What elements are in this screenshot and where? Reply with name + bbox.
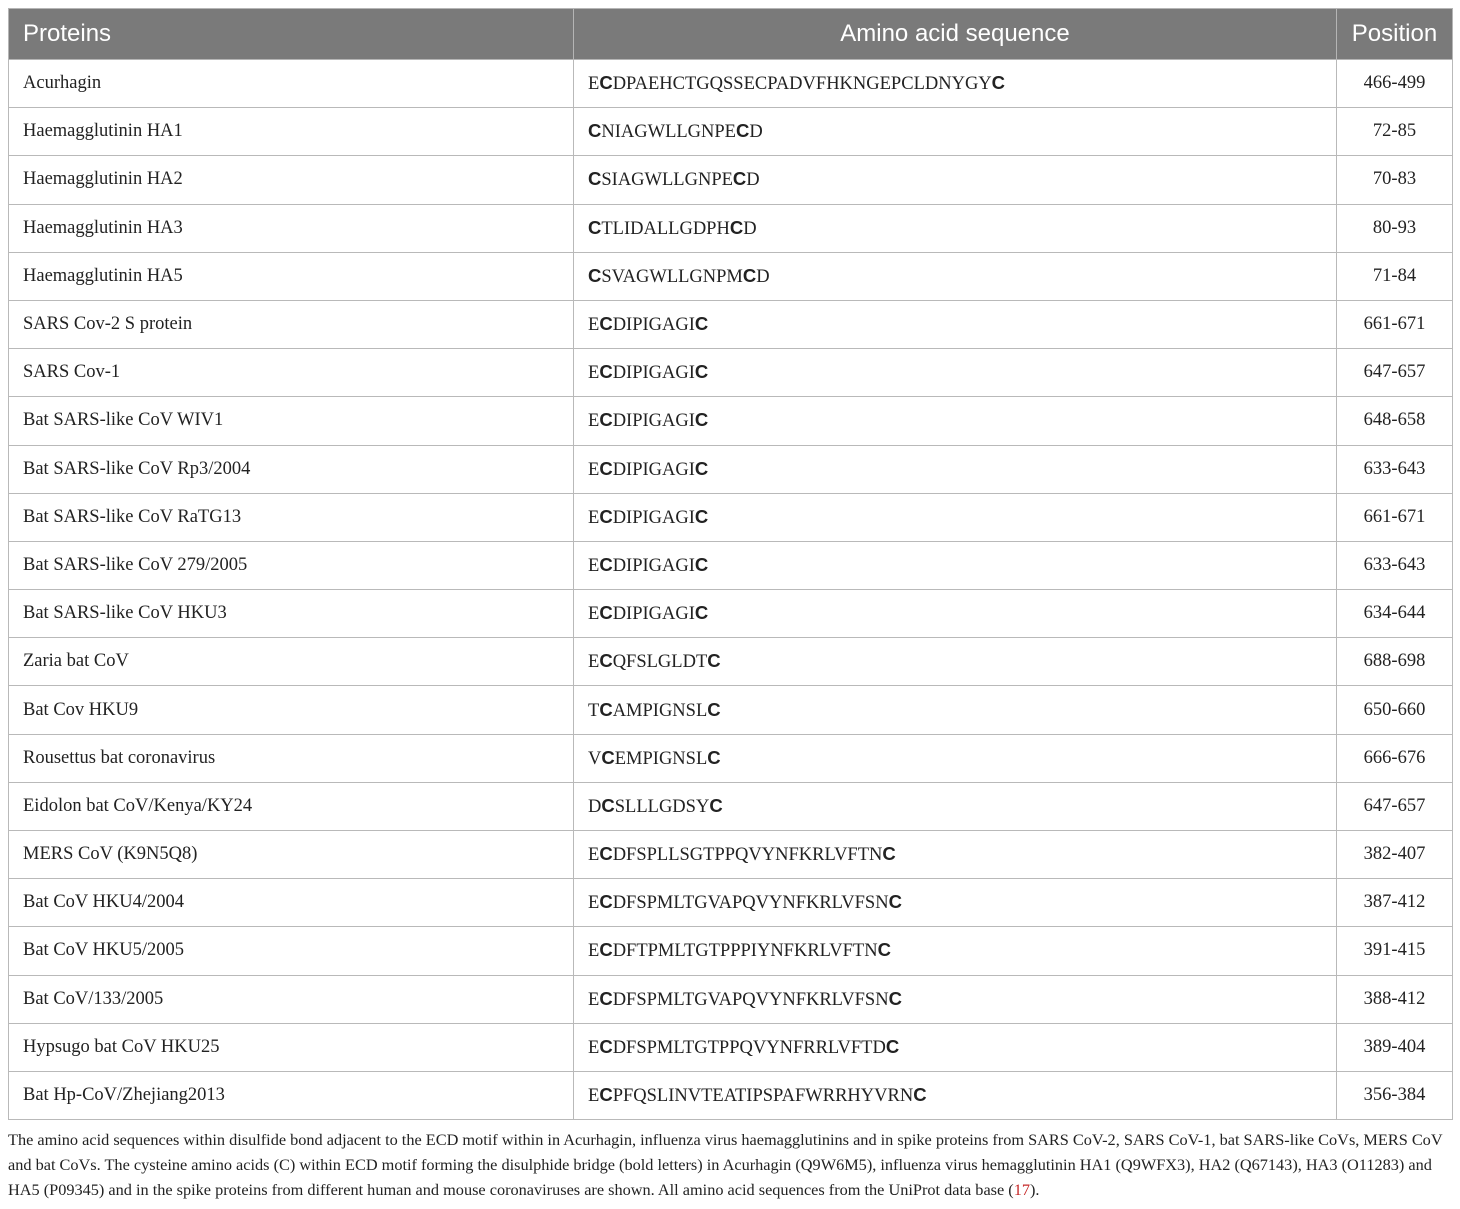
- cysteine-bold: C: [599, 987, 613, 1009]
- cysteine-bold: C: [736, 120, 750, 142]
- sequence-segment: DIPIGAGI: [612, 555, 695, 576]
- header-sequence: Amino acid sequence: [574, 9, 1337, 60]
- table-row: [9, 397, 1453, 445]
- cysteine-bold: C: [599, 698, 613, 720]
- sequence-segment: DIPIGAGI: [612, 411, 695, 432]
- sequence-segment: NIAGWLLGNPE: [601, 122, 736, 143]
- table-row: [9, 204, 1453, 252]
- sequence-segment: DFSPLLSGTPPQVYNFKRLVFTN: [612, 845, 883, 866]
- cysteine-bold: C: [694, 505, 709, 527]
- sequence-segment: E: [588, 1037, 600, 1058]
- table-body: [9, 60, 1453, 1120]
- sequence-segment: DFSPMLTGVAPQVYNFKRLVFSN: [612, 989, 889, 1010]
- table-row: [9, 349, 1453, 397]
- amino-acid-sequence: [574, 397, 1337, 445]
- cysteine-bold: C: [588, 120, 602, 142]
- amino-acid-sequence: [574, 975, 1337, 1023]
- position-range: 356-384: [1337, 1071, 1453, 1119]
- header-position: Position: [1337, 9, 1453, 60]
- position-range: 661-671: [1337, 493, 1453, 541]
- amino-acid-sequence: [574, 156, 1337, 204]
- protein-name: Haemagglutinin HA1: [9, 108, 574, 156]
- table-row: [9, 1071, 1453, 1119]
- position-range: 661-671: [1337, 300, 1453, 348]
- cysteine-bold: C: [729, 216, 744, 238]
- table-row: [9, 879, 1453, 927]
- header-proteins: Proteins: [9, 9, 574, 60]
- caption-text-end: ).: [1030, 1180, 1040, 1200]
- table-row: [9, 638, 1453, 686]
- position-range: 633-643: [1337, 445, 1453, 493]
- position-range: 388-412: [1337, 975, 1453, 1023]
- sequence-segment: TLIDALLGDPH: [601, 218, 730, 239]
- cysteine-bold: C: [588, 168, 602, 190]
- sequence-segment: E: [588, 845, 600, 866]
- sequence-segment: DIPIGAGI: [612, 315, 695, 336]
- cysteine-bold: C: [599, 457, 613, 479]
- position-range: 666-676: [1337, 734, 1453, 782]
- sequence-segment: E: [588, 555, 600, 576]
- sequence-segment: DIPIGAGI: [612, 459, 695, 480]
- cysteine-bold: C: [694, 361, 709, 383]
- protein-name: Bat CoV/133/2005: [9, 975, 574, 1023]
- cysteine-bold: C: [599, 361, 613, 383]
- table-row: [9, 590, 1453, 638]
- amino-acid-sequence: [574, 734, 1337, 782]
- protein-name: Haemagglutinin HA5: [9, 252, 574, 300]
- table-row: [9, 927, 1453, 975]
- cysteine-bold: C: [694, 409, 709, 431]
- table-row: [9, 782, 1453, 830]
- position-range: 71-84: [1337, 252, 1453, 300]
- table-row: [9, 686, 1453, 734]
- sequence-segment: DIPIGAGI: [612, 507, 695, 528]
- cysteine-bold: C: [882, 843, 896, 865]
- amino-acid-sequence: [574, 493, 1337, 541]
- cysteine-bold: C: [599, 891, 613, 913]
- amino-acid-sequence: [574, 1071, 1337, 1119]
- sequence-segment: E: [588, 459, 600, 480]
- cysteine-bold: C: [888, 891, 902, 913]
- sequence-segment: E: [588, 411, 600, 432]
- table-row: [9, 541, 1453, 589]
- cysteine-bold: C: [601, 746, 615, 768]
- sequence-segment: E: [588, 74, 600, 95]
- protein-name: Bat CoV HKU4/2004: [9, 879, 574, 927]
- sequence-segment: E: [588, 1086, 600, 1107]
- sequence-segment: E: [588, 989, 600, 1010]
- amino-acid-sequence: [574, 108, 1337, 156]
- cysteine-bold: C: [599, 602, 613, 624]
- sequence-segment: DIPIGAGI: [612, 604, 695, 625]
- cysteine-bold: C: [991, 72, 1006, 94]
- table-row: [9, 831, 1453, 879]
- amino-acid-sequence: [574, 204, 1337, 252]
- sequence-segment: D: [588, 796, 602, 817]
- cysteine-bold: C: [599, 939, 613, 961]
- protein-name: MERS CoV (K9N5Q8): [9, 831, 574, 879]
- sequence-segment: QFSLGLDT: [612, 652, 708, 673]
- cysteine-bold: C: [707, 746, 721, 768]
- protein-name: Hypsugo bat CoV HKU25: [9, 1023, 574, 1071]
- amino-acid-sequence: [574, 1023, 1337, 1071]
- cysteine-bold: C: [599, 650, 613, 672]
- cysteine-bold: C: [694, 602, 709, 624]
- table-row: [9, 445, 1453, 493]
- position-range: 647-657: [1337, 782, 1453, 830]
- sequence-segment: D: [756, 266, 770, 287]
- cysteine-bold: C: [732, 168, 747, 190]
- amino-acid-sequence: [574, 927, 1337, 975]
- sequence-segment: SVAGWLLGNPM: [601, 266, 743, 287]
- amino-acid-sequence: [574, 541, 1337, 589]
- sequence-segment: E: [588, 941, 600, 962]
- position-range: 634-644: [1337, 590, 1453, 638]
- cysteine-bold: C: [913, 1084, 927, 1106]
- cysteine-bold: C: [742, 264, 757, 286]
- protein-name: SARS Cov-1: [9, 349, 574, 397]
- table-header: [9, 9, 1453, 60]
- position-range: 633-643: [1337, 541, 1453, 589]
- caption-reference-link[interactable]: 17: [1013, 1180, 1031, 1200]
- protein-name: Bat Cov HKU9: [9, 686, 574, 734]
- protein-name: Bat SARS-like CoV WIV1: [9, 397, 574, 445]
- sequence-segment: E: [588, 315, 600, 336]
- sequence-segment: D: [746, 170, 760, 191]
- cysteine-bold: C: [588, 264, 602, 286]
- sequence-segment: E: [588, 893, 600, 914]
- cysteine-bold: C: [599, 843, 613, 865]
- position-range: 387-412: [1337, 879, 1453, 927]
- protein-name: Acurhagin: [9, 60, 574, 108]
- table-row: [9, 975, 1453, 1023]
- position-range: 72-85: [1337, 108, 1453, 156]
- amino-acid-sequence: [574, 445, 1337, 493]
- cysteine-bold: C: [888, 987, 902, 1009]
- sequence-segment: D: [749, 122, 763, 143]
- sequence-segment: E: [588, 652, 600, 673]
- table-row: [9, 300, 1453, 348]
- sequence-segment: SLLLGDSY: [614, 796, 710, 817]
- sequence-segment: DPAEHCTGQSSECPADVFHKNGEPCLDNYGY: [612, 74, 992, 95]
- protein-name: Bat CoV HKU5/2005: [9, 927, 574, 975]
- amino-acid-sequence: [574, 349, 1337, 397]
- cysteine-bold: C: [707, 650, 721, 672]
- position-range: 391-415: [1337, 927, 1453, 975]
- position-range: 80-93: [1337, 204, 1453, 252]
- position-range: 70-83: [1337, 156, 1453, 204]
- table-row: [9, 60, 1453, 108]
- protein-name: Bat SARS-like CoV Rp3/2004: [9, 445, 574, 493]
- caption-text: The amino acid sequences within disulfide bond adjacent to the ECD motif within in Acurhagin, influenza virus haemagglutinins and in spike proteins from SARS CoV-2, SARS CoV-1, bat SARS-like CoVs, MERS CoV and bat CoVs. The cysteine amino acids (C) within ECD motif forming the disulphide bridge (bold letters) in Acurhagin (Q9W6M5), influenza virus hemagglutinin HA1 (Q9WFX3), HA2 (Q67143), HA3 (O11283) and HA5 (P09345) and in the spike proteins from different human and mouse coronaviruses are shown. All amino acid sequences from the UniProt data base (: [8, 1130, 1443, 1200]
- sequence-segment: E: [588, 363, 600, 384]
- cysteine-bold: C: [599, 1035, 613, 1057]
- table-row: [9, 108, 1453, 156]
- page: [8, 8, 1452, 1202]
- table-row: [9, 734, 1453, 782]
- table-caption: [8, 1127, 1452, 1202]
- position-range: 648-658: [1337, 397, 1453, 445]
- protein-name: SARS Cov-2 S protein: [9, 300, 574, 348]
- protein-name: Rousettus bat coronavirus: [9, 734, 574, 782]
- cysteine-bold: C: [599, 1084, 613, 1106]
- cysteine-bold: C: [694, 553, 709, 575]
- sequence-segment: SIAGWLLGNPE: [601, 170, 733, 191]
- amino-acid-sequence: [574, 638, 1337, 686]
- sequence-segment: E: [588, 604, 600, 625]
- table-row: [9, 493, 1453, 541]
- table-row: [9, 156, 1453, 204]
- protein-name: Bat SARS-like CoV 279/2005: [9, 541, 574, 589]
- cysteine-bold: C: [588, 216, 602, 238]
- sequence-segment: DFSPMLTGTPPQVYNFRRLVFTD: [612, 1037, 886, 1058]
- protein-name: Bat SARS-like CoV HKU3: [9, 590, 574, 638]
- amino-acid-sequence: [574, 782, 1337, 830]
- sequence-segment: PFQSLINVTEATIPSPAFWRRHYVRN: [612, 1086, 914, 1107]
- table-row: [9, 1023, 1453, 1071]
- amino-acid-sequence: [574, 879, 1337, 927]
- sequence-segment: DFTPMLTGTPPPIYNFKRLVFTN: [612, 941, 878, 962]
- cysteine-bold: C: [601, 794, 615, 816]
- sequence-table: [8, 8, 1453, 1120]
- sequence-segment: DFSPMLTGVAPQVYNFKRLVFSN: [612, 893, 889, 914]
- protein-name: Haemagglutinin HA3: [9, 204, 574, 252]
- cysteine-bold: C: [877, 939, 891, 961]
- cysteine-bold: C: [707, 698, 721, 720]
- amino-acid-sequence: [574, 831, 1337, 879]
- cysteine-bold: C: [599, 553, 613, 575]
- header-row: [9, 9, 1453, 60]
- amino-acid-sequence: [574, 60, 1337, 108]
- sequence-segment: EMPIGNSL: [614, 748, 708, 769]
- position-range: 389-404: [1337, 1023, 1453, 1071]
- sequence-segment: AMPIGNSL: [612, 700, 708, 721]
- cysteine-bold: C: [599, 72, 613, 94]
- position-range: 688-698: [1337, 638, 1453, 686]
- cysteine-bold: C: [599, 409, 613, 431]
- position-range: 382-407: [1337, 831, 1453, 879]
- protein-name: Bat SARS-like CoV RaTG13: [9, 493, 574, 541]
- position-range: 466-499: [1337, 60, 1453, 108]
- cysteine-bold: C: [694, 313, 709, 335]
- sequence-segment: T: [588, 700, 600, 721]
- cysteine-bold: C: [694, 457, 709, 479]
- sequence-segment: D: [743, 218, 757, 239]
- cysteine-bold: C: [885, 1035, 900, 1057]
- cysteine-bold: C: [599, 505, 613, 527]
- amino-acid-sequence: [574, 686, 1337, 734]
- table-row: [9, 252, 1453, 300]
- sequence-segment: V: [588, 748, 602, 769]
- amino-acid-sequence: [574, 300, 1337, 348]
- amino-acid-sequence: [574, 590, 1337, 638]
- position-range: 647-657: [1337, 349, 1453, 397]
- protein-name: Eidolon bat CoV/Kenya/KY24: [9, 782, 574, 830]
- amino-acid-sequence: [574, 252, 1337, 300]
- cysteine-bold: C: [709, 794, 723, 816]
- sequence-segment: E: [588, 507, 600, 528]
- position-range: 650-660: [1337, 686, 1453, 734]
- protein-name: Bat Hp-CoV/Zhejiang2013: [9, 1071, 574, 1119]
- protein-name: Haemagglutinin HA2: [9, 156, 574, 204]
- sequence-segment: DIPIGAGI: [612, 363, 695, 384]
- protein-name: Zaria bat CoV: [9, 638, 574, 686]
- cysteine-bold: C: [599, 313, 613, 335]
